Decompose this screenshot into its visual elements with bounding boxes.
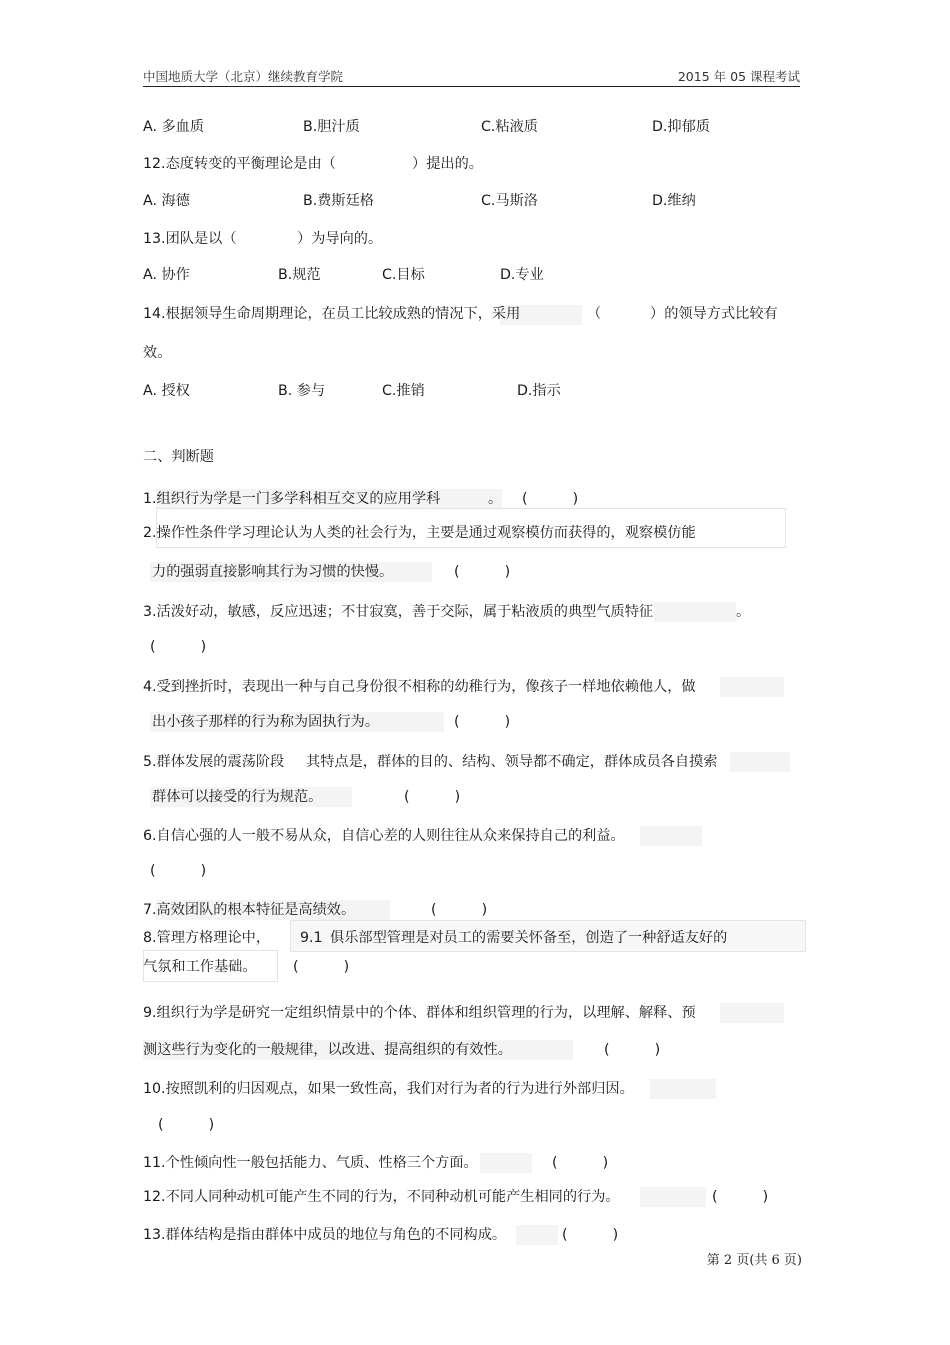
j8-answer-blank[interactable]: ( ) xyxy=(293,959,350,975)
q14-paren-open: （ xyxy=(587,306,602,322)
j5-stem-mid: 其特点是，群体的目的、结构、领导都不确定，群体成员各自摸索 xyxy=(306,754,718,770)
j2-answer-blank[interactable]: ( ) xyxy=(454,564,511,580)
j11-stem: 11.个性倾向性一般包括能力、气质、性格三个方面。 xyxy=(143,1155,478,1171)
j10-highlight xyxy=(650,1079,716,1099)
j3-stem-tail: 。 xyxy=(736,604,751,620)
j11-highlight xyxy=(480,1153,532,1173)
j1-answer-blank[interactable]: ( ) xyxy=(522,491,579,507)
j8-badge: 9.1 xyxy=(300,930,323,946)
j9-answer-blank[interactable]: ( ) xyxy=(604,1042,661,1058)
j4-stem-line2: 出小孩子那样的行为称为固执行为。 xyxy=(152,714,380,730)
j2-stem: 2.操作性条件学习理论认为人类的社会行为，主要是通过观察模仿而获得的，观察模仿能 xyxy=(143,525,696,541)
page-number: 第 2 页(共 6 页) xyxy=(706,1253,802,1268)
j11-answer-blank[interactable]: ( ) xyxy=(552,1155,609,1171)
j12-highlight xyxy=(640,1187,706,1207)
q12-option-c: C.马斯洛 xyxy=(481,193,538,209)
j7-stem: 7.高效团队的根本特征是高绩效。 xyxy=(143,902,356,918)
j9-stem: 9.组织行为学是研究一定组织情景中的个体、群体和组织管理的行为，以理解、解释、预 xyxy=(143,1005,696,1021)
j3-stem: 3.活泼好动，敏感，反应迅速；不甘寂寞，善于交际，属于粘液质的典型气质特征 xyxy=(143,604,654,620)
j5-highlight xyxy=(730,752,790,772)
j12-answer-blank[interactable]: ( ) xyxy=(712,1189,769,1205)
q11-option-b: B.胆汁质 xyxy=(303,119,360,135)
q13-option-d: D.专业 xyxy=(500,267,544,283)
header-school: 中国地质大学（北京）继续教育学院 xyxy=(143,69,344,84)
j3-answer-blank[interactable]: ( ) xyxy=(150,639,207,655)
q14-option-a: A. 授权 xyxy=(143,383,190,399)
q12-stem-tail: ）提出的。 xyxy=(412,156,483,172)
j10-stem: 10.按照凯利的归因观点，如果一致性高，我们对行为者的行为进行外部归因。 xyxy=(143,1081,634,1097)
q14-option-b: B. 参与 xyxy=(278,383,326,399)
q12-option-a: A. 海德 xyxy=(143,193,190,209)
q14-option-c: C.推销 xyxy=(382,383,425,399)
j6-answer-blank[interactable]: ( ) xyxy=(150,863,207,879)
q14-stem-tail: ）的领导方式比较有 xyxy=(650,306,778,322)
j4-stem: 4.受到挫折时，表现出一种与自己身份很不相称的幼稚行为，像孩子一样地依赖他人，做 xyxy=(143,679,696,695)
j8-stem-mid: 俱乐部型管理是对员工的需要关怀备至，创造了一种舒适友好的 xyxy=(330,930,728,946)
j8-stem: 8.管理方格理论中， xyxy=(143,930,271,946)
section-title-judgement: 二、判断题 xyxy=(143,449,214,465)
j4-highlight xyxy=(720,677,784,697)
q13-stem-tail: ）为导向的。 xyxy=(297,231,383,247)
j8-stem-line2: 气氛和工作基础。 xyxy=(143,959,257,975)
q11-option-a: A. 多血质 xyxy=(143,119,205,135)
q13-option-b: B.规范 xyxy=(278,267,321,283)
j1-stem: 1.组织行为学是一门多学科相互交叉的应用学科 xyxy=(143,491,441,507)
j5-answer-blank[interactable]: ( ) xyxy=(404,789,461,805)
j9-highlight xyxy=(720,1003,784,1023)
j7-answer-blank[interactable]: ( ) xyxy=(431,902,488,918)
q14-stem-continued: 效。 xyxy=(143,345,172,361)
q12-option-d: D.维纳 xyxy=(652,193,696,209)
q13-stem: 13.团队是以（ xyxy=(143,231,237,247)
j10-answer-blank[interactable]: ( ) xyxy=(158,1117,215,1133)
q14-stem: 14.根据领导生命周期理论，在员工比较成熟的情况下，采用 xyxy=(143,306,521,322)
j5-stem: 5.群体发展的震荡阶段 xyxy=(143,754,285,770)
j12-stem: 12.不同人同种动机可能产生不同的行为，不同种动机可能产生相同的行为。 xyxy=(143,1189,620,1205)
j3-highlight xyxy=(654,602,736,622)
header-exam-title: 2015 年 05 课程考试 xyxy=(677,69,800,84)
q12-option-b: B.费斯廷格 xyxy=(303,193,374,209)
j1-stem-tail: 。 xyxy=(488,491,503,507)
q12-stem: 12.态度转变的平衡理论是由（ xyxy=(143,156,336,172)
q13-option-c: C.目标 xyxy=(382,267,425,283)
q14-option-d: D.指示 xyxy=(517,383,561,399)
j2-stem-line2: 力的强弱直接影响其行为习惯的快慢。 xyxy=(152,564,394,580)
j5-stem-line2: 群体可以接受的行为规范。 xyxy=(152,789,323,805)
q13-option-a: A. 协作 xyxy=(143,267,190,283)
j13-highlight xyxy=(516,1225,558,1245)
j9-stem-line2: 测这些行为变化的一般规律，以改进、提高组织的有效性。 xyxy=(143,1042,512,1058)
j13-stem: 13.群体结构是指由群体中成员的地位与角色的不同构成。 xyxy=(143,1227,507,1243)
q11-option-c: C.粘液质 xyxy=(481,119,538,135)
q11-option-d: D.抑郁质 xyxy=(652,119,710,135)
j4-answer-blank[interactable]: ( ) xyxy=(454,714,511,730)
header-rule xyxy=(143,86,800,87)
j6-highlight xyxy=(640,826,702,846)
j13-answer-blank[interactable]: ( ) xyxy=(562,1227,619,1243)
j6-stem: 6.自信心强的人一般不易从众，自信心差的人则往往从众来保持自己的利益。 xyxy=(143,828,625,844)
